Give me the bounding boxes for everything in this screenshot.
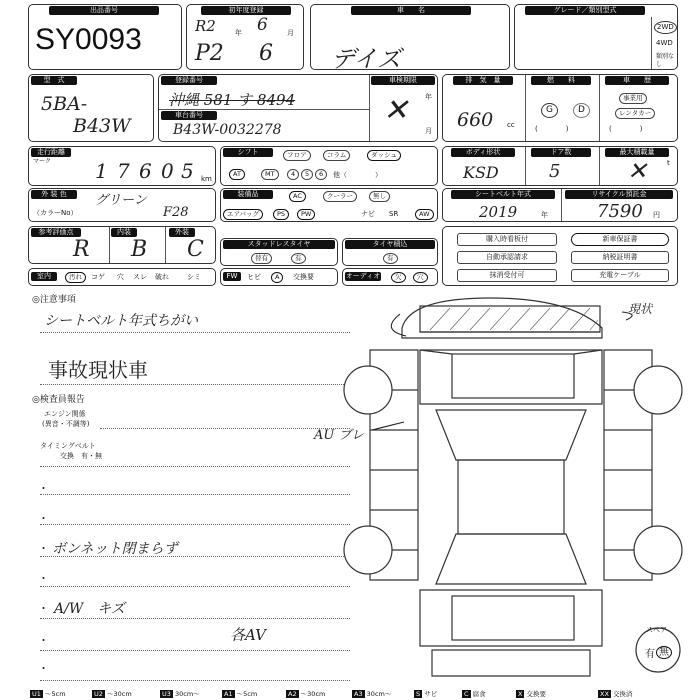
equipment-box [220, 188, 438, 222]
inspector-each: 各AV [230, 626, 266, 644]
audio-opt2: 穴 [413, 272, 428, 283]
bullet-2: ・ [38, 512, 49, 525]
equip-aw: AW [415, 209, 434, 220]
interior-cond-box [28, 268, 216, 286]
notes-title: ◎注意事項 [32, 295, 76, 305]
paper-cancel: 抹消受付可 [457, 269, 557, 282]
capacity-unit: t [667, 159, 670, 167]
first-reg-era: R2 [195, 17, 216, 35]
grades-exterior-label: 外装 [169, 228, 195, 237]
studless-hw: 替有 [251, 253, 272, 264]
model-label: 型 式 [31, 76, 77, 85]
fw-label: FW [223, 272, 241, 281]
color-box [28, 188, 216, 222]
tire-load-box [342, 238, 438, 266]
papers-box [442, 226, 678, 286]
shift-5: 5 [301, 169, 313, 180]
doors-label: ドア数 [531, 148, 591, 157]
legend-a3: A3 30cm～ [354, 690, 392, 698]
model-box [28, 74, 154, 142]
shift-box [220, 146, 438, 186]
inspector-aw: A/W キズ [54, 601, 125, 617]
paper-approval: 自動承認請求 [457, 251, 557, 264]
inspector-bonnet: ボンネット閉まらず [52, 541, 178, 557]
audio-opt1: 欠 [391, 272, 406, 283]
notes-line-2: 事故現状車 [48, 358, 148, 382]
mileage-d4: 0 [161, 159, 174, 183]
seatbelt-box [442, 188, 678, 222]
audio-box [342, 268, 438, 286]
spare-label: スペア [646, 626, 667, 634]
usage-rental: レンタカー [615, 108, 655, 119]
fw-replace: 交換要 [293, 273, 314, 281]
first-reg-p: P2 [195, 41, 224, 66]
equip-cooler: クーラー [323, 191, 357, 202]
first-reg-month-unit: 月 [287, 29, 294, 37]
displacement-label: 排 気 量 [453, 76, 513, 85]
timing-exchange: 交換 有・無 [60, 452, 102, 460]
mileage-d3: 6 [139, 159, 152, 183]
bullet-1: ・ [38, 482, 49, 495]
engine-sub: (異音・不調等) [42, 420, 90, 428]
fuel-d: D [573, 103, 590, 118]
first-reg-year-unit: 年 [235, 29, 242, 37]
bullet-3: ・ [38, 542, 49, 555]
mileage-d2: 7 [117, 159, 130, 183]
body-type-label: ボディ形状 [451, 148, 515, 157]
legend-u2: U2 ～30cm [94, 690, 132, 698]
inspection-year-unit: 年 [425, 93, 432, 101]
tire-load-label: タイヤ積込 [345, 240, 435, 249]
lot-box [28, 4, 182, 70]
shift-4: 4 [287, 169, 299, 180]
studless-label: スタッドレスタイヤ [223, 240, 335, 249]
mileage-d5: 5 [181, 159, 194, 183]
grade-label: グレード／類別型式 [525, 6, 645, 15]
studless-opt: 有 [291, 253, 306, 264]
color-code-label: （カラーNo） [33, 209, 78, 217]
grades-label: 参考評価点 [31, 228, 81, 237]
legend-s: S サビ [416, 690, 438, 698]
mileage-sub: マーク [33, 158, 52, 165]
legend-xx: XX 交換済 [600, 690, 633, 698]
audio-label: オーディオ [345, 272, 381, 280]
grades-box [28, 226, 216, 264]
first-reg-month: 6 [259, 41, 273, 66]
equip-navi: ナビ [361, 210, 375, 218]
color-value: グリーン [95, 193, 147, 208]
inspection-value: ✕ [383, 93, 409, 128]
car-name-box [310, 4, 510, 73]
usage-other: ( ) [609, 125, 643, 133]
model-value-1: 5BA- [41, 93, 88, 115]
equip-ac: AC [289, 191, 306, 202]
lot-label: 出品番号 [49, 6, 159, 15]
registration-label: 登録番号 [161, 76, 217, 85]
shift-floor: フロア [283, 150, 311, 161]
grade-exterior: C [187, 237, 204, 262]
color-label: 外 装 色 [31, 190, 77, 199]
doors-value: 5 [549, 161, 561, 182]
capacity-label: 最大積載量 [605, 148, 669, 157]
recycle-label: リサイクル預託金 [565, 190, 673, 199]
mileage-label: 走行距離 [31, 148, 71, 157]
legend-u3: U3 30cm～ [162, 690, 200, 698]
interior-cond-burn: コゲ [91, 273, 105, 281]
grade-box [514, 4, 678, 70]
fw-a: A [271, 272, 283, 283]
paper-warranty: 新車保証書 [571, 233, 669, 246]
spare-yes: 有 [645, 649, 655, 660]
seatbelt-unit: 年 [541, 211, 548, 219]
displacement-value: 660 [457, 109, 494, 131]
grade-none: 類別なし [656, 53, 675, 68]
legend-u1: U1 ～5cm [32, 690, 66, 698]
grade-interior: B [131, 237, 148, 262]
engine-box [442, 74, 678, 142]
inspection-label: 車検期限 [371, 76, 435, 85]
paper-tax: 納税証明書 [571, 251, 669, 264]
registration-box [158, 74, 438, 142]
usage-business: 事業用 [619, 93, 647, 104]
body-box [442, 146, 678, 186]
capacity-value: ✕ [627, 157, 648, 185]
equipment-label: 装備品 [223, 190, 273, 199]
legend-x: X 交換要 [518, 690, 547, 698]
equip-pw: PW [297, 209, 315, 220]
shift-at: AT [229, 169, 245, 180]
interior-cond-dirt: 汚れ [65, 272, 86, 283]
mileage-box [28, 146, 216, 186]
usage-label: 車 歴 [605, 76, 669, 85]
car-name-label: 車 名 [351, 6, 471, 15]
shift-mt: MT [261, 169, 279, 180]
studless-box [220, 238, 338, 266]
mileage-d1: 1 [95, 159, 108, 183]
car-diagram [340, 290, 690, 686]
inspection-month-unit: 月 [425, 127, 432, 135]
interior-cond-label: 室内 [31, 272, 57, 281]
inspector-title: ◎検査員報告 [32, 395, 85, 405]
equip-none: 無し [369, 191, 390, 202]
fw-crack: ヒビ [247, 273, 261, 281]
notes-line-1: シートベルト年式ちがい [44, 313, 198, 329]
timing-label: タイミングベルト [40, 442, 96, 450]
shift-6: 6 [315, 169, 327, 180]
grade-4wd: 4WD [656, 39, 673, 47]
registration-value: 沖縄 581 す 8494 [169, 91, 296, 109]
paper-cable: 充電ケーブル [571, 269, 669, 282]
first-reg-label: 初年度登録 [201, 6, 291, 15]
lot-number: SY0093 [35, 23, 142, 56]
interior-cond-tear: 破れ [155, 273, 169, 281]
tire-load-opt: 有 [383, 253, 398, 264]
shift-dash: ダッシュ [367, 150, 401, 161]
color-code: F28 [163, 205, 189, 220]
interior-cond-stain: シミ [187, 273, 201, 281]
diagram-mark-side: AU ブレ [314, 428, 364, 443]
recycle-unit: 円 [653, 211, 660, 219]
bullet-4: ・ [38, 572, 49, 585]
equip-sr: SR [389, 210, 399, 218]
model-value-2: B43W [73, 115, 131, 137]
fuel-other: ( ) [535, 125, 569, 133]
first-reg-box [186, 4, 304, 70]
bullet-6: ・ [38, 634, 49, 647]
grades-interior-label: 内装 [111, 228, 137, 237]
shift-other: 他（ ） [333, 171, 382, 179]
body-type-value: KSD [463, 163, 499, 182]
fuel-label: 燃 料 [531, 76, 591, 85]
spare-no: 無 [656, 646, 672, 659]
seatbelt-value: 2019 [479, 203, 518, 221]
equip-ps: PS [273, 209, 289, 220]
recycle-value: 7590 [597, 201, 643, 222]
shift-label: シフト [223, 148, 273, 157]
fw-box [220, 268, 338, 286]
car-name-value: デイズ [331, 45, 402, 73]
paper-purchase: 購入時看板付 [457, 233, 557, 246]
equip-airbag: エアバッグ [223, 209, 263, 220]
legend-c: C 腐食 [464, 690, 486, 698]
legend-a1: A1 ～5cm [224, 690, 258, 698]
diagram-mark-top: 現状 [628, 302, 653, 316]
fuel-g: G [541, 103, 558, 118]
grade-2wd: 2WD [654, 21, 677, 34]
engine-label: エンジン関係 [44, 410, 86, 418]
legend-a2: A2 ～30cm [288, 690, 326, 698]
first-reg-year: 6 [257, 15, 268, 35]
mileage-unit: km [201, 175, 212, 183]
displacement-unit: cc [507, 121, 515, 129]
chassis-label: 車台番号 [161, 111, 217, 120]
interior-cond-hole: 穴 [117, 273, 124, 281]
shift-column: コラム [323, 150, 350, 161]
grade-total: R [73, 237, 90, 262]
bullet-7: ・ [38, 662, 49, 675]
interior-cond-scuff: スレ [133, 273, 147, 281]
bullet-5: ・ [38, 602, 49, 615]
seatbelt-label: シートベルト年式 [451, 190, 555, 199]
chassis-value: B43W-0032278 [173, 122, 282, 138]
